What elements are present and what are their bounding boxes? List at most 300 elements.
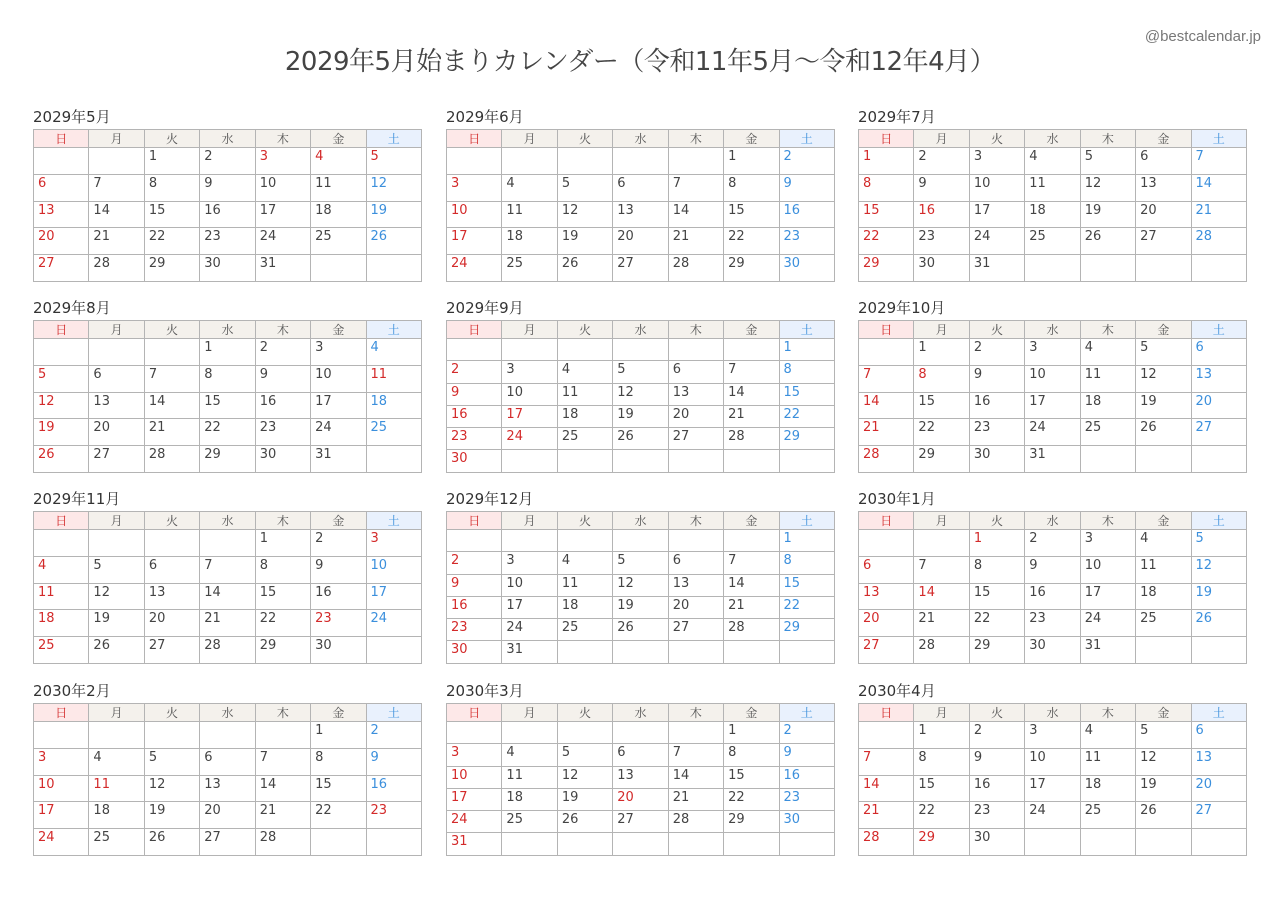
week-row: [34, 228, 422, 255]
day-cell: 17: [969, 201, 1024, 228]
day-cell: 21: [144, 419, 199, 446]
day-cell: 11: [34, 583, 89, 610]
day-cell: 24: [255, 228, 310, 255]
empty-day-cell: [1191, 637, 1246, 664]
day-cell: 11: [557, 383, 612, 405]
day-cell: 2: [447, 361, 502, 383]
day-cell: 14: [200, 583, 255, 610]
empty-day-cell: [447, 339, 502, 361]
day-cell: 12: [557, 201, 612, 228]
empty-day-cell: [311, 255, 366, 282]
week-row: [34, 392, 422, 419]
empty-day-cell: [724, 339, 779, 361]
weekday-header-sun: 日: [859, 512, 914, 530]
day-cell: 6: [1191, 722, 1246, 749]
day-cell: 27: [1136, 228, 1191, 255]
weekday-header-tue: 火: [144, 704, 199, 722]
day-cell: 19: [1191, 583, 1246, 610]
day-cell: 1: [859, 148, 914, 175]
day-cell: 7: [144, 365, 199, 392]
month-title: 2030年1月: [858, 490, 936, 508]
day-cell: 9: [311, 556, 366, 583]
day-cell: 24: [1025, 802, 1080, 829]
day-cell: 4: [557, 552, 612, 574]
empty-day-cell: [613, 641, 668, 663]
day-cell: 16: [914, 201, 969, 228]
day-cell: 6: [144, 556, 199, 583]
day-cell: 20: [859, 610, 914, 637]
day-cell: 28: [1191, 228, 1246, 255]
day-cell: 10: [1025, 748, 1080, 775]
weekday-header-sun: 日: [34, 512, 89, 530]
empty-day-cell: [557, 530, 612, 552]
day-cell: 7: [1191, 148, 1246, 175]
day-cell: 6: [1191, 339, 1246, 366]
week-row: [859, 392, 1247, 419]
month-table: [33, 703, 422, 856]
month-table: [858, 703, 1247, 856]
day-cell: 1: [724, 148, 779, 175]
day-cell: 22: [724, 228, 779, 255]
weekday-header-mon: 月: [89, 130, 144, 148]
day-cell: 19: [1136, 392, 1191, 419]
month-calendar: [33, 488, 422, 664]
day-cell: 28: [859, 446, 914, 473]
day-cell: 20: [1191, 392, 1246, 419]
day-cell: 15: [914, 392, 969, 419]
week-row: [34, 174, 422, 201]
day-cell: 1: [200, 339, 255, 366]
empty-day-cell: [668, 722, 723, 744]
empty-day-cell: [859, 339, 914, 366]
weekday-header-fri: 金: [724, 512, 779, 530]
day-cell: 13: [668, 574, 723, 596]
empty-day-cell: [447, 148, 502, 175]
day-cell: 23: [1025, 610, 1080, 637]
day-cell: 2: [200, 148, 255, 175]
weekday-header-thu: 木: [668, 704, 723, 722]
empty-day-cell: [144, 339, 199, 366]
day-cell: 7: [914, 556, 969, 583]
day-cell: 28: [724, 428, 779, 450]
day-cell: 26: [613, 428, 668, 450]
empty-day-cell: [502, 148, 557, 175]
weekday-header-sat: 土: [779, 130, 834, 148]
day-cell: 8: [969, 556, 1024, 583]
day-cell: 16: [969, 775, 1024, 802]
day-cell: 22: [969, 610, 1024, 637]
day-cell: 5: [144, 748, 199, 775]
empty-day-cell: [557, 148, 612, 175]
day-cell: 5: [89, 556, 144, 583]
day-cell: 27: [613, 255, 668, 282]
day-cell: 6: [668, 552, 723, 574]
day-cell: 12: [1136, 748, 1191, 775]
day-cell: 2: [914, 148, 969, 175]
day-cell: 26: [557, 255, 612, 282]
day-cell: 19: [366, 201, 421, 228]
day-cell: 27: [34, 255, 89, 282]
month-table: [858, 129, 1247, 282]
day-cell: 26: [366, 228, 421, 255]
empty-day-cell: [200, 722, 255, 749]
empty-day-cell: [557, 833, 612, 855]
day-cell: 1: [969, 530, 1024, 557]
weekday-header-wed: 水: [1025, 321, 1080, 339]
empty-day-cell: [613, 722, 668, 744]
weekday-header-wed: 水: [613, 704, 668, 722]
weekday-header-wed: 水: [200, 321, 255, 339]
day-cell: 9: [366, 748, 421, 775]
weekday-header-thu: 木: [1080, 321, 1135, 339]
day-cell: 5: [34, 365, 89, 392]
empty-day-cell: [366, 829, 421, 856]
day-cell: 3: [366, 530, 421, 557]
day-cell: 13: [200, 775, 255, 802]
day-cell: 8: [859, 174, 914, 201]
day-cell: 12: [1191, 556, 1246, 583]
day-cell: 29: [144, 255, 199, 282]
day-cell: 19: [557, 228, 612, 255]
month-title: 2029年8月: [33, 299, 111, 317]
day-cell: 31: [969, 255, 1024, 282]
day-cell: 9: [779, 744, 834, 766]
day-cell: 16: [779, 766, 834, 788]
day-cell: 25: [502, 255, 557, 282]
weekday-header-sun: 日: [34, 704, 89, 722]
page-title: 2029年5月始まりカレンダー（令和11年5月～令和12年4月）: [284, 47, 996, 77]
day-cell: 23: [311, 610, 366, 637]
day-cell: 22: [255, 610, 310, 637]
weekday-header-tue: 火: [144, 321, 199, 339]
weekday-header-mon: 月: [89, 512, 144, 530]
day-cell: 1: [779, 530, 834, 552]
day-cell: 4: [1025, 148, 1080, 175]
day-cell: 15: [311, 775, 366, 802]
weekday-header-sun: 日: [859, 704, 914, 722]
empty-day-cell: [613, 148, 668, 175]
day-cell: 4: [502, 174, 557, 201]
day-cell: 22: [724, 788, 779, 810]
day-cell: 1: [724, 722, 779, 744]
weekday-header-sat: 土: [779, 704, 834, 722]
day-cell: 29: [724, 811, 779, 833]
day-cell: 4: [1080, 722, 1135, 749]
day-cell: 25: [311, 228, 366, 255]
weekday-header-tue: 火: [969, 512, 1024, 530]
day-cell: 14: [668, 201, 723, 228]
empty-day-cell: [779, 833, 834, 855]
weekday-header-wed: 水: [613, 130, 668, 148]
weekday-header-tue: 火: [144, 512, 199, 530]
week-row: [447, 174, 835, 201]
month-table: [446, 703, 835, 856]
day-cell: 9: [447, 574, 502, 596]
day-cell: 10: [366, 556, 421, 583]
empty-day-cell: [255, 722, 310, 749]
month-calendar: [33, 297, 422, 473]
day-cell: 14: [724, 574, 779, 596]
day-cell: 3: [447, 174, 502, 201]
day-cell: 15: [255, 583, 310, 610]
day-cell: 15: [779, 574, 834, 596]
day-cell: 12: [89, 583, 144, 610]
empty-day-cell: [144, 530, 199, 557]
empty-day-cell: [34, 722, 89, 749]
day-cell: 24: [366, 610, 421, 637]
day-cell: 9: [200, 174, 255, 201]
day-cell: 22: [859, 228, 914, 255]
day-cell: 31: [502, 641, 557, 663]
week-row: [34, 637, 422, 664]
day-cell: 3: [1025, 339, 1080, 366]
day-cell: 4: [34, 556, 89, 583]
month-table: [858, 320, 1247, 473]
weekday-header-tue: 火: [969, 130, 1024, 148]
day-cell: 3: [34, 748, 89, 775]
day-cell: 18: [1136, 583, 1191, 610]
empty-day-cell: [724, 530, 779, 552]
day-cell: 18: [1025, 201, 1080, 228]
day-cell: 28: [724, 619, 779, 641]
day-cell: 27: [89, 446, 144, 473]
day-cell: 22: [914, 802, 969, 829]
day-cell: 3: [969, 148, 1024, 175]
weekday-header-mon: 月: [914, 512, 969, 530]
day-cell: 20: [1191, 775, 1246, 802]
day-cell: 4: [89, 748, 144, 775]
day-cell: 17: [366, 583, 421, 610]
weekday-header-tue: 火: [557, 130, 612, 148]
week-row: [447, 228, 835, 255]
day-cell: 20: [668, 596, 723, 618]
day-cell: 20: [89, 419, 144, 446]
empty-day-cell: [1136, 255, 1191, 282]
site-watermark: @bestcalendar.jp: [1144, 28, 1261, 45]
week-row: [447, 361, 835, 383]
day-cell: 21: [668, 788, 723, 810]
day-cell: 8: [255, 556, 310, 583]
weekday-header-fri: 金: [311, 704, 366, 722]
weekday-header-row: [859, 704, 1247, 722]
day-cell: 28: [914, 637, 969, 664]
empty-day-cell: [447, 530, 502, 552]
weekday-header-row: [859, 321, 1247, 339]
week-row: [34, 365, 422, 392]
day-cell: 25: [557, 619, 612, 641]
weekday-header-fri: 金: [724, 130, 779, 148]
day-cell: 21: [859, 419, 914, 446]
day-cell: 29: [200, 446, 255, 473]
month-calendar: [446, 297, 835, 473]
day-cell: 9: [1025, 556, 1080, 583]
empty-day-cell: [557, 450, 612, 472]
week-row: [34, 556, 422, 583]
weekday-header-wed: 水: [200, 130, 255, 148]
day-cell: 3: [1080, 530, 1135, 557]
day-cell: 8: [724, 744, 779, 766]
week-row: [859, 339, 1247, 366]
empty-day-cell: [557, 722, 612, 744]
empty-day-cell: [779, 641, 834, 663]
week-row: [859, 201, 1247, 228]
day-cell: 12: [144, 775, 199, 802]
month-title: 2030年4月: [858, 682, 936, 700]
weekday-header-mon: 月: [914, 321, 969, 339]
day-cell: 10: [1080, 556, 1135, 583]
day-cell: 21: [668, 228, 723, 255]
day-cell: 20: [613, 788, 668, 810]
day-cell: 14: [859, 392, 914, 419]
day-cell: 23: [366, 802, 421, 829]
weekday-header-wed: 水: [1025, 130, 1080, 148]
day-cell: 25: [34, 637, 89, 664]
day-cell: 25: [1080, 802, 1135, 829]
weekday-header-sun: 日: [34, 130, 89, 148]
day-cell: 18: [1080, 392, 1135, 419]
day-cell: 15: [200, 392, 255, 419]
day-cell: 21: [200, 610, 255, 637]
weekday-header-wed: 水: [1025, 512, 1080, 530]
day-cell: 15: [724, 766, 779, 788]
week-row: [859, 148, 1247, 175]
month-calendar: [33, 106, 422, 282]
empty-day-cell: [89, 339, 144, 366]
week-row: [859, 722, 1247, 749]
weekday-header-sat: 土: [1191, 512, 1246, 530]
week-row: [34, 829, 422, 856]
day-cell: 23: [779, 788, 834, 810]
weekday-header-sat: 土: [1191, 704, 1246, 722]
day-cell: 28: [859, 829, 914, 856]
day-cell: 22: [779, 596, 834, 618]
day-cell: 10: [447, 201, 502, 228]
weekday-header-fri: 金: [311, 321, 366, 339]
day-cell: 16: [200, 201, 255, 228]
day-cell: 30: [311, 637, 366, 664]
day-cell: 15: [969, 583, 1024, 610]
month-title: 2029年5月: [33, 108, 111, 126]
month-table: [858, 511, 1247, 664]
day-cell: 8: [914, 365, 969, 392]
empty-day-cell: [668, 450, 723, 472]
month-calendar: [446, 680, 835, 856]
weekday-header-row: [447, 704, 835, 722]
day-cell: 1: [779, 339, 834, 361]
week-row: [859, 775, 1247, 802]
day-cell: 9: [914, 174, 969, 201]
weekday-header-fri: 金: [311, 512, 366, 530]
weekday-header-tue: 火: [557, 321, 612, 339]
day-cell: 11: [502, 201, 557, 228]
day-cell: 18: [502, 788, 557, 810]
weekday-header-sat: 土: [1191, 321, 1246, 339]
weekday-header-sat: 土: [779, 321, 834, 339]
day-cell: 31: [311, 446, 366, 473]
day-cell: 17: [447, 228, 502, 255]
day-cell: 22: [914, 419, 969, 446]
day-cell: 19: [144, 802, 199, 829]
day-cell: 3: [502, 361, 557, 383]
day-cell: 28: [668, 811, 723, 833]
week-row: [34, 748, 422, 775]
day-cell: 17: [1080, 583, 1135, 610]
day-cell: 27: [668, 428, 723, 450]
day-cell: 12: [613, 574, 668, 596]
day-cell: 9: [969, 365, 1024, 392]
day-cell: 11: [557, 574, 612, 596]
day-cell: 26: [89, 637, 144, 664]
day-cell: 27: [668, 619, 723, 641]
empty-day-cell: [613, 450, 668, 472]
week-row: [34, 148, 422, 175]
day-cell: 13: [144, 583, 199, 610]
week-row: [447, 574, 835, 596]
empty-day-cell: [1080, 829, 1135, 856]
empty-day-cell: [724, 641, 779, 663]
week-row: [447, 833, 835, 855]
day-cell: 24: [1025, 419, 1080, 446]
day-cell: 25: [1136, 610, 1191, 637]
day-cell: 30: [200, 255, 255, 282]
weekday-header-thu: 木: [1080, 512, 1135, 530]
month-calendar: [858, 488, 1247, 664]
weekday-header-fri: 金: [311, 130, 366, 148]
week-row: [447, 641, 835, 663]
weekday-header-mon: 月: [89, 704, 144, 722]
day-cell: 5: [1136, 339, 1191, 366]
day-cell: 16: [779, 201, 834, 228]
empty-day-cell: [1191, 446, 1246, 473]
day-cell: 17: [1025, 775, 1080, 802]
day-cell: 10: [502, 383, 557, 405]
month-table: [446, 320, 835, 473]
day-cell: 26: [34, 446, 89, 473]
day-cell: 30: [1025, 637, 1080, 664]
day-cell: 24: [1080, 610, 1135, 637]
day-cell: 18: [557, 405, 612, 427]
day-cell: 28: [255, 829, 310, 856]
week-row: [34, 419, 422, 446]
empty-day-cell: [1080, 255, 1135, 282]
day-cell: 28: [668, 255, 723, 282]
day-cell: 12: [366, 174, 421, 201]
day-cell: 6: [613, 174, 668, 201]
weekday-header-row: [859, 130, 1247, 148]
month-title: 2029年12月: [446, 490, 534, 508]
weekday-header-fri: 金: [1136, 704, 1191, 722]
weekday-header-fri: 金: [724, 321, 779, 339]
month-calendar: [858, 297, 1247, 473]
empty-day-cell: [613, 530, 668, 552]
day-cell: 9: [969, 748, 1024, 775]
day-cell: 29: [779, 428, 834, 450]
day-cell: 21: [914, 610, 969, 637]
day-cell: 4: [311, 148, 366, 175]
weekday-header-thu: 木: [255, 512, 310, 530]
empty-day-cell: [502, 833, 557, 855]
day-cell: 19: [1080, 201, 1135, 228]
day-cell: 21: [859, 802, 914, 829]
day-cell: 6: [200, 748, 255, 775]
weekday-header-wed: 水: [613, 321, 668, 339]
day-cell: 25: [89, 829, 144, 856]
day-cell: 21: [89, 228, 144, 255]
day-cell: 17: [311, 392, 366, 419]
weekday-header-thu: 木: [668, 321, 723, 339]
day-cell: 19: [89, 610, 144, 637]
week-row: [34, 339, 422, 366]
